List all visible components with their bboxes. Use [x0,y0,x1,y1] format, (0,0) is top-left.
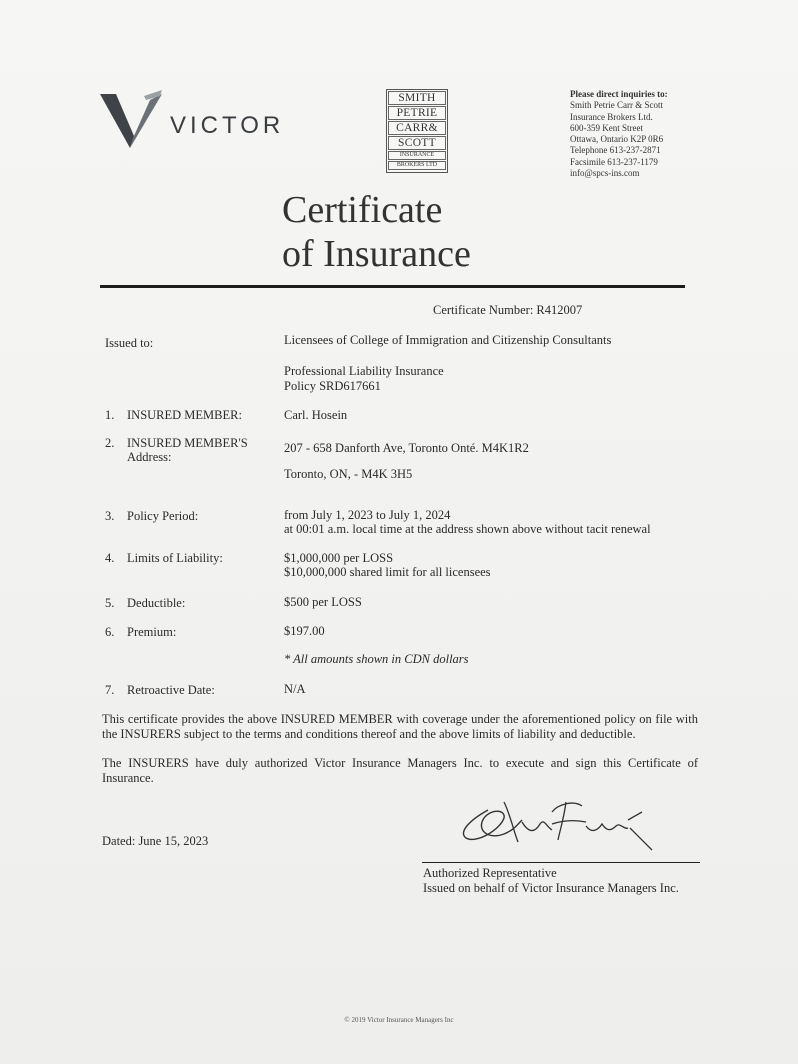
limit-per-loss: $1,000,000 per LOSS [284,551,394,565]
broker-logo-line: BROKERS LTD [388,161,446,170]
issued-to-label: Issued to: [105,336,154,350]
certificate-number: Certificate Number: R412007 [433,303,583,317]
inquiries-heading: Please direct inquiries to: [570,89,668,99]
inquiries-email: info@spcs-ins.com [570,168,640,179]
limit-shared: $10,000,000 shared limit for all licensees [284,565,491,579]
coverage-type: Professional Liability Insurance [284,364,444,378]
issued-on-behalf: Issued on behalf of Victor Insurance Managers Inc. [423,881,679,895]
issued-to-value: Licensees of College of Immigration and Citizenship Consultants [284,333,612,347]
deductible-value: $500 per LOSS [284,595,362,609]
policy-period-label: Policy Period: [127,509,199,523]
broker-logo-line: SCOTT [388,136,446,150]
inquiries-line: Facsimile 613-237-1179 [570,156,658,167]
retroactive-date-value: N/A [284,682,306,696]
policy-period-detail: at 00:01 a.m. local time at the address shown above without tacit renewal [284,522,651,536]
item-number: 1. [105,408,115,422]
inquiries-line: Telephone 613-237-2871 [570,145,661,156]
title-line-1: Certificate [282,189,443,231]
item-number: 3. [105,509,115,523]
item-number: 4. [105,551,115,565]
broker-logo-line: SMITH [388,91,446,105]
address-label: INSURED MEMBER'S [127,436,248,450]
address-label-2: Address: [127,450,172,464]
title-line-2: of Insurance [282,233,471,275]
title-divider [100,285,685,288]
premium-value: $197.00 [284,624,325,638]
policy-number: Policy SRD617661 [284,379,381,393]
broker-logo [386,89,448,173]
item-number: 2. [105,436,115,450]
dated: Dated: June 15, 2023 [102,834,209,848]
premium-label: Premium: [127,625,177,639]
victor-logo-icon [100,90,162,152]
address-line-2: Toronto, ON, - M4K 3H5 [284,467,413,481]
limits-label: Limits of Liability: [127,551,223,565]
inquiries-block [570,89,668,179]
deductible-label: Deductible: [127,596,186,610]
insured-member-value: Carl. Hosein [284,408,348,422]
signature-line [422,862,700,863]
document-title [282,188,471,276]
broker-logo-line: INSURANCE [388,151,446,160]
inquiries-line: 600-359 Kent Street [570,122,643,133]
insured-member-label: INSURED MEMBER: [127,408,242,422]
authorized-representative: Authorized Representative [423,866,557,880]
amounts-note: * All amounts shown in CDN dollars [284,652,469,666]
coverage-paragraph: This certificate provides the above INSURED MEMBER with coverage under the aforementioned policy on file with the INSURERS subject to the terms and conditions thereof and the above limits of liability and deductible. [102,712,698,741]
broker-logo-line: CARR& [388,121,446,135]
victor-logo-text: VICTOR [170,112,285,139]
address-line-1: 207 - 658 Danforth Ave, Toronto Onté. M4K1R2 [284,441,529,455]
footer-copyright: © 2019 Victor Insurance Managers Inc [344,1016,454,1024]
authorization-paragraph: The INSURERS have duly authorized Victor Insurance Managers Inc. to execute and sign this Certificate of Insurance. [102,756,698,785]
inquiries-line: Ottawa, Ontario K2P 0R6 [570,134,664,145]
inquiries-line: Smith Petrie Carr & Scott [570,100,663,111]
item-number: 6. [105,625,115,639]
signature-icon [448,790,668,865]
item-number: 7. [105,683,115,697]
inquiries-line: Insurance Brokers Ltd. [570,111,653,122]
item-number: 5. [105,596,115,610]
broker-logo-line: PETRIE [388,106,446,120]
retroactive-date-label: Retroactive Date: [127,683,215,697]
policy-period-value: from July 1, 2023 to July 1, 2024 [284,508,451,522]
